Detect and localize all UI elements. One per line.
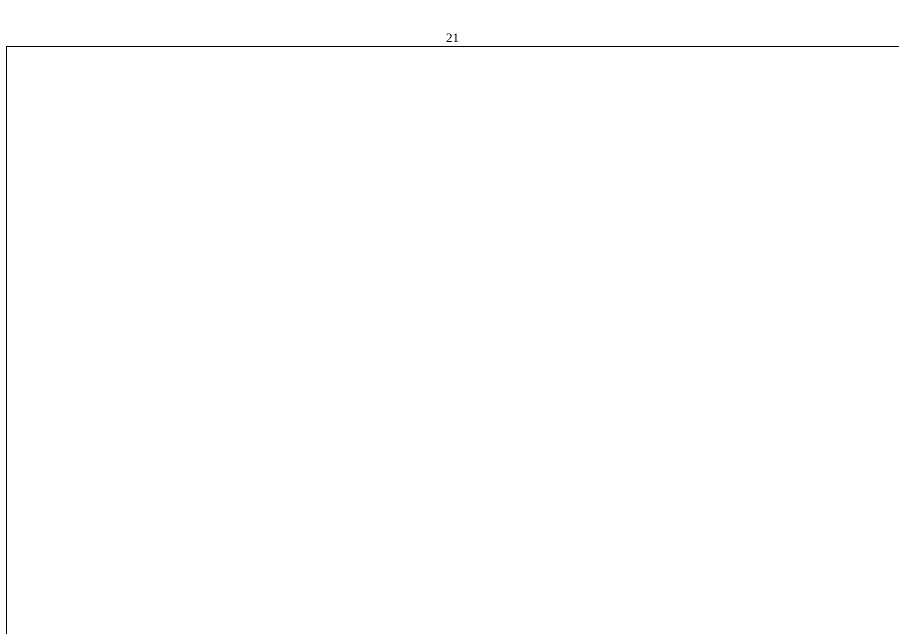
housing-repair-table xyxy=(6,46,899,634)
page-number: 21 xyxy=(446,30,459,45)
